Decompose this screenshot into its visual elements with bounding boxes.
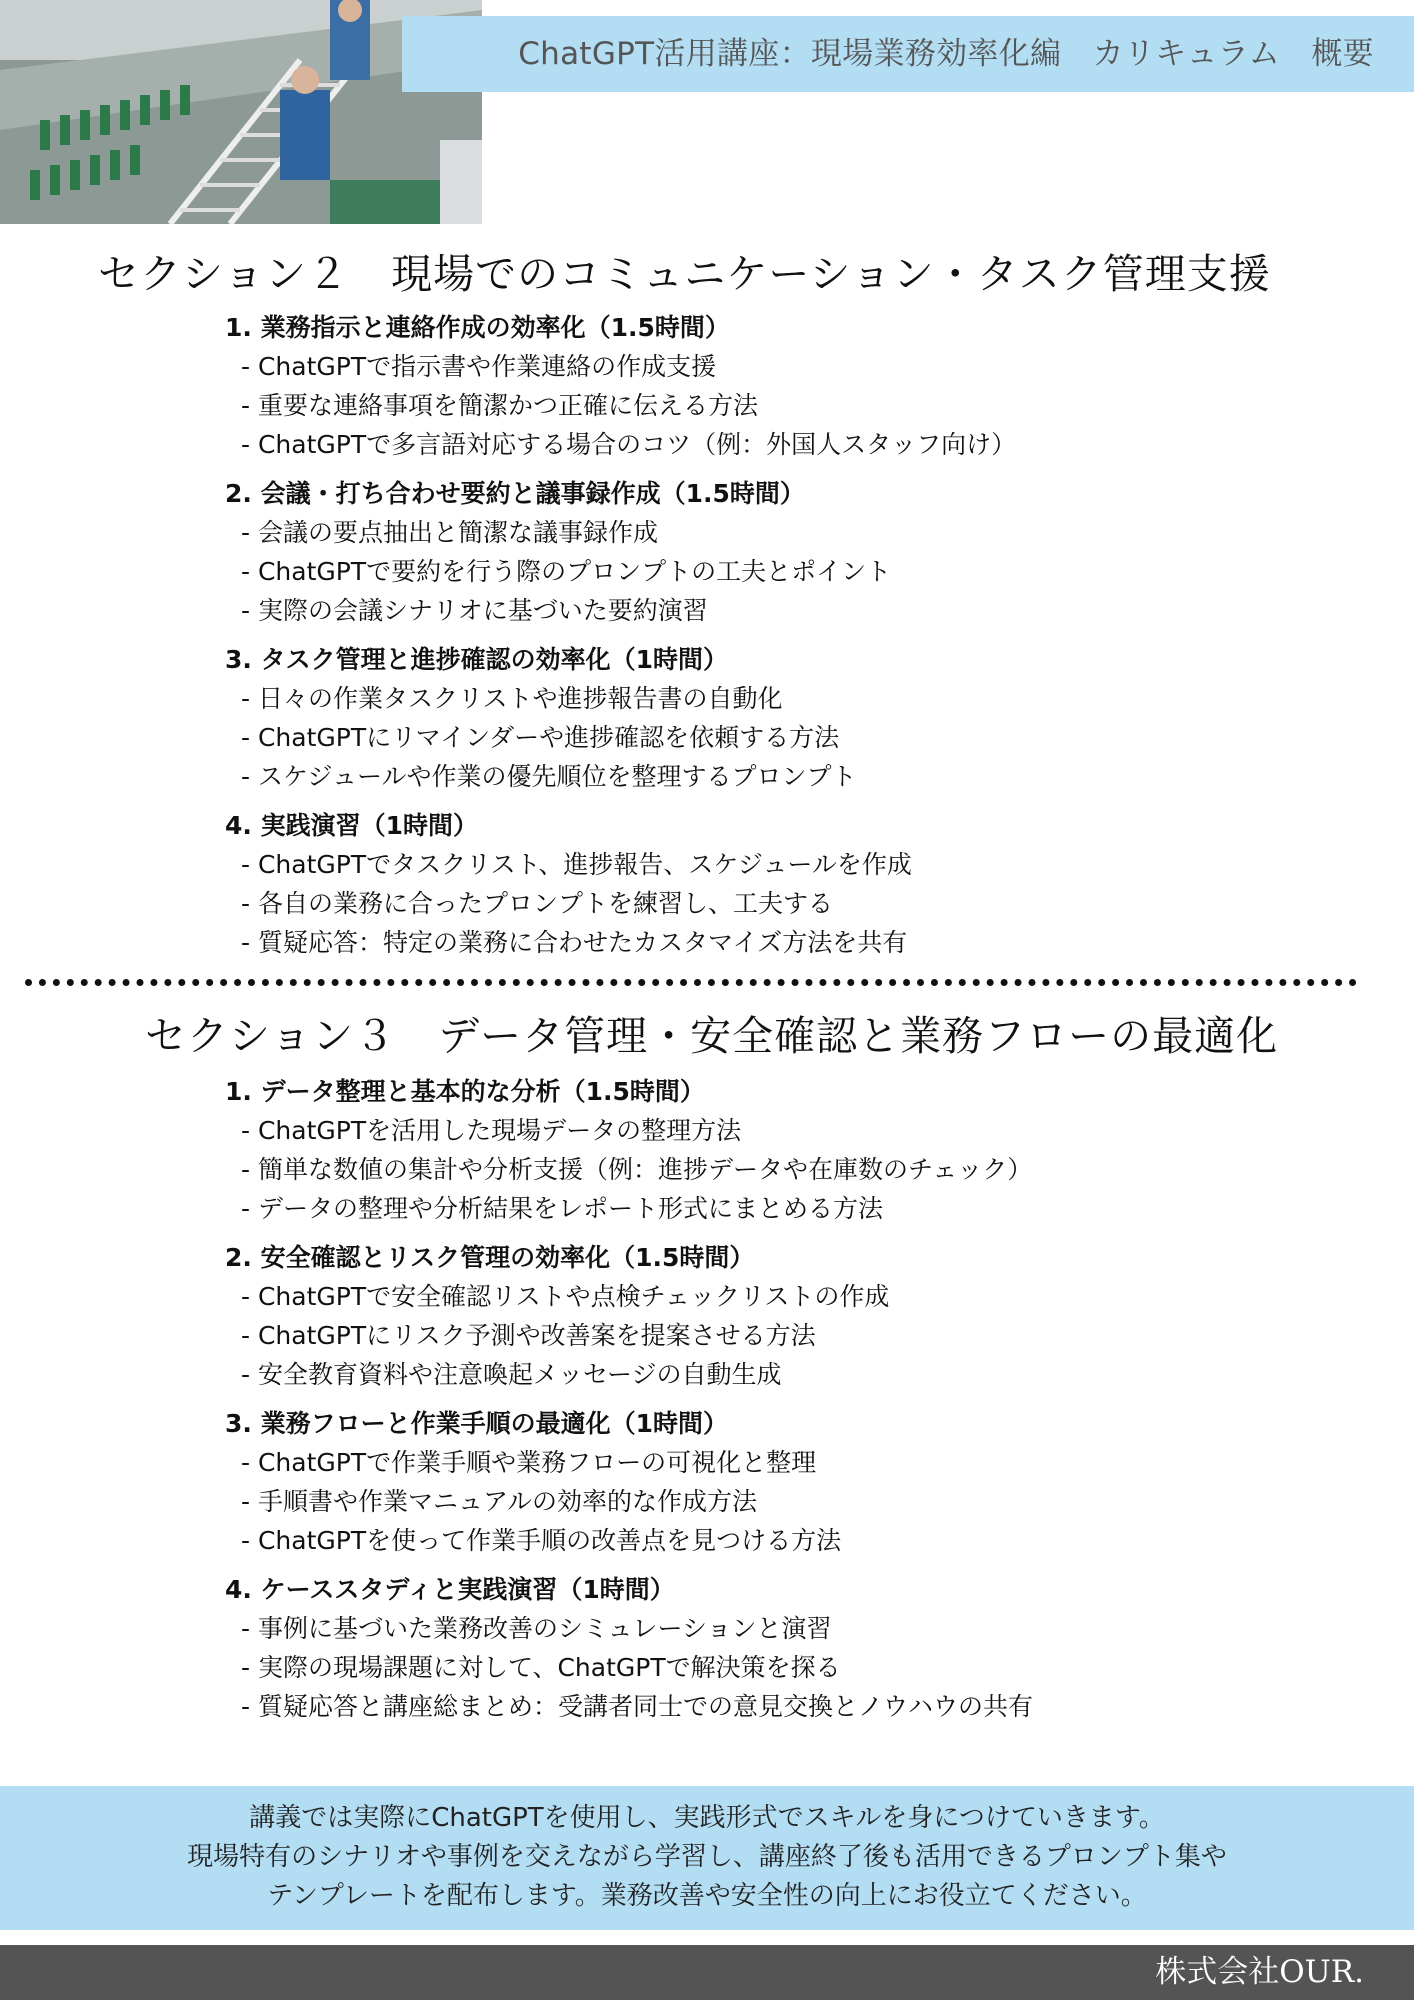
bullet-item: - ChatGPTを活用した現場データの整理方法 bbox=[241, 1116, 742, 1145]
bullet-item: - 質疑応答と講座総まとめ：受講者同士での意見交換とノウハウの共有 bbox=[241, 1692, 1033, 1721]
bullet-item: - 事例に基づいた業務改善のシミュレーションと演習 bbox=[241, 1614, 832, 1643]
bullet-item: - 会議の要点抽出と簡潔な議事録作成 bbox=[241, 518, 658, 547]
bullet-list bbox=[225, 1443, 1325, 1560]
bullet-item: - スケジュールや作業の優先順位を整理するプロンプト bbox=[241, 762, 857, 791]
bullet-item: - ChatGPTにリマインダーや進捗確認を依頼する方法 bbox=[241, 723, 840, 752]
bullet-list bbox=[225, 1277, 1325, 1394]
item-title: 2. 安全確認とリスク管理の効率化（1.5時間） bbox=[225, 1243, 755, 1272]
summary-line: テンプレートを配布します。業務改善や安全性の向上にお役立てください。 bbox=[267, 1881, 1147, 1911]
bullet-item: - 簡単な数値の集計や分析支援（例：進捗データや在庫数のチェック） bbox=[241, 1155, 1033, 1184]
bullet-list bbox=[225, 1111, 1325, 1228]
bullet-list bbox=[225, 845, 1325, 962]
section-divider bbox=[25, 979, 1357, 986]
section2-item-4 bbox=[225, 806, 1325, 962]
summary-line: 講義では実際にChatGPTを使用し、実践形式でスキルを身につけていきます。 bbox=[249, 1803, 1165, 1833]
header-band bbox=[402, 16, 1414, 92]
bullet-list bbox=[225, 1609, 1325, 1726]
bullet-item: - ChatGPTで多言語対応する場合のコツ（例：外国人スタッフ向け） bbox=[241, 430, 1017, 459]
section3-item-3 bbox=[225, 1404, 1325, 1560]
bullet-item: - ChatGPTで指示書や作業連絡の作成支援 bbox=[241, 352, 717, 381]
bullet-item: - データの整理や分析結果をレポート形式にまとめる方法 bbox=[241, 1194, 883, 1223]
section3-item-2 bbox=[225, 1238, 1325, 1394]
item-title: 1. 業務指示と連絡作成の効率化（1.5時間） bbox=[225, 313, 730, 342]
bullet-item: - ChatGPTで作業手順や業務フローの可視化と整理 bbox=[241, 1448, 817, 1477]
bullet-item: - 質疑応答：特定の業務に合わせたカスタマイズ方法を共有 bbox=[241, 928, 908, 957]
section2-item-3 bbox=[225, 640, 1325, 796]
section3-items bbox=[225, 1072, 1325, 1736]
footer-bar bbox=[0, 1945, 1414, 2000]
section2-heading: セクション２ 現場でのコミュニケーション・タスク管理支援 bbox=[98, 250, 1271, 298]
bullet-item: - ChatGPTを使って作業手順の改善点を見つける方法 bbox=[241, 1526, 842, 1555]
item-title: 2. 会議・打ち合わせ要約と議事録作成（1.5時間） bbox=[225, 479, 805, 508]
bullet-item: - 安全教育資料や注意喚起メッセージの自動生成 bbox=[241, 1360, 782, 1389]
bullet-item: - 実際の現場課題に対して、ChatGPTで解決策を探る bbox=[241, 1653, 841, 1682]
summary-line: 現場特有のシナリオや事例を交えながら学習し、講座終了後も活用できるプロンプト集や bbox=[187, 1842, 1227, 1872]
section3-item-1 bbox=[225, 1072, 1325, 1228]
bullet-item: - 実際の会議シナリオに基づいた要約演習 bbox=[241, 596, 708, 625]
bullet-item: - ChatGPTにリスク予測や改善案を提案させる方法 bbox=[241, 1321, 816, 1350]
bullet-list bbox=[225, 679, 1325, 796]
section2-item-1 bbox=[225, 308, 1325, 464]
bullet-item: - ChatGPTで安全確認リストや点検チェックリストの作成 bbox=[241, 1282, 890, 1311]
section3-heading: セクション３ データ管理・安全確認と業務フローの最適化 bbox=[145, 1012, 1279, 1060]
company-name: 株式会社OUR. bbox=[1155, 1954, 1364, 1990]
bullet-item: - 日々の作業タスクリストや進捗報告書の自動化 bbox=[241, 684, 783, 713]
item-title: 3. 業務フローと作業手順の最適化（1時間） bbox=[225, 1409, 728, 1438]
bullet-item: - 各自の業務に合ったプロンプトを練習し、工夫する bbox=[241, 889, 833, 918]
bullet-item: - 重要な連絡事項を簡潔かつ正確に伝える方法 bbox=[241, 391, 758, 420]
section2-items bbox=[225, 308, 1325, 972]
section3-item-4 bbox=[225, 1570, 1325, 1726]
summary-note bbox=[0, 1786, 1414, 1930]
bullet-item: - ChatGPTでタスクリスト、進捗報告、スケジュールを作成 bbox=[241, 850, 912, 879]
item-title: 4. 実践演習（1時間） bbox=[225, 811, 478, 840]
item-title: 1. データ整理と基本的な分析（1.5時間） bbox=[225, 1077, 705, 1106]
item-title: 3. タスク管理と進捗確認の効率化（1時間） bbox=[225, 645, 728, 674]
page-title: ChatGPT活用講座：現場業務効率化編 カリキュラム 概要 bbox=[518, 36, 1374, 72]
bullet-list bbox=[225, 513, 1325, 630]
bullet-item: - ChatGPTで要約を行う際のプロンプトの工夫とポイント bbox=[241, 557, 892, 586]
bullet-item: - 手順書や作業マニュアルの効率的な作成方法 bbox=[241, 1487, 757, 1516]
section2-item-2 bbox=[225, 474, 1325, 630]
item-title: 4. ケーススタディと実践演習（1時間） bbox=[225, 1575, 675, 1604]
bullet-list bbox=[225, 347, 1325, 464]
